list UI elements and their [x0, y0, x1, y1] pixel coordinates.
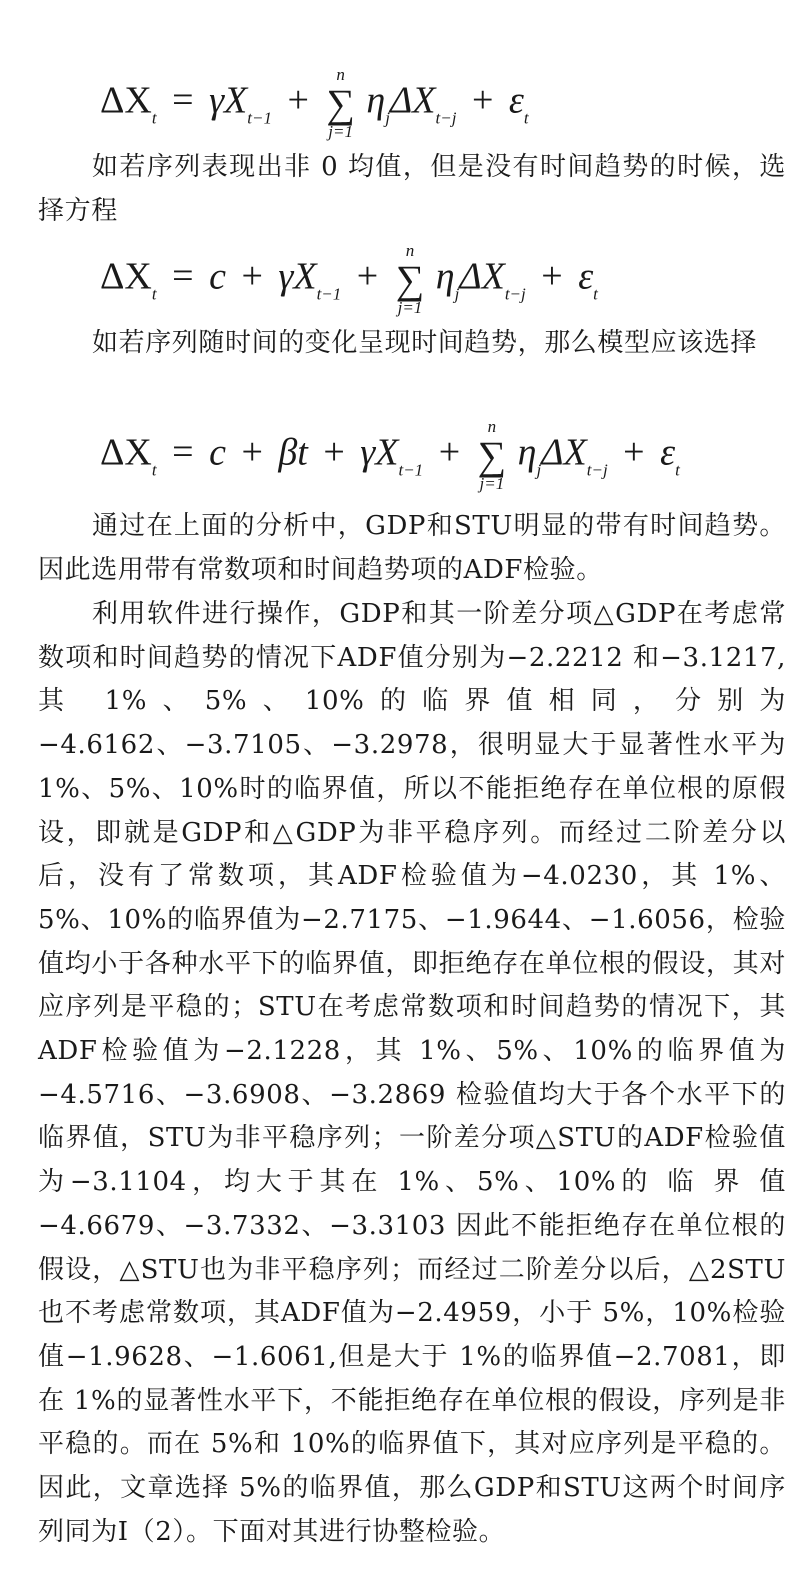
- eq1-lhs-sub: t: [151, 108, 157, 128]
- eq1-term3: ΔX: [390, 79, 436, 122]
- eq1-lhs: ΔX: [100, 79, 152, 122]
- eq2-plus2: +: [541, 255, 563, 298]
- equation-3: [100, 418, 680, 493]
- eq2-term1-sub: t−1: [316, 284, 342, 304]
- eq3-epsilon: ε: [660, 431, 676, 474]
- eq1-epsilon-sub: t: [523, 108, 529, 128]
- eq2-const: c: [209, 255, 226, 298]
- eq2-epsilon-sub: t: [593, 284, 598, 304]
- eq3-term1: γX: [360, 431, 399, 474]
- eq3-sigma: ∑: [477, 432, 507, 478]
- eq3-lhs-sub: t: [151, 460, 157, 480]
- eq1-term1-sub: t−1: [247, 108, 272, 128]
- paragraph-1: 如若序列表现出非 0 均值，但是没有时间趋势的时候，选择方程: [38, 152, 786, 226]
- eq2-plus1: +: [356, 255, 379, 298]
- eq2-term1: γX: [278, 255, 317, 298]
- eq2-eta-sub: j: [454, 284, 460, 304]
- paragraph-4: 利用软件进行操作，GDP和其一阶差分项△GDP在考虑常数项和时间趋势的情况下ADF值分别为−2.2212 和−3.1217,其 1%、5%、10%的临界值相同，分别为−4.6162、−3.7105、−3.2978，很明显大于显著性水平为 1%、5%、10%时的临界值，所以不能拒绝存在单位根的原假设，即就是GDP和△GDP为非平稳序列。而经过二阶差分以后，没有了常数项，其ADF检验值为−4.0230，其 1%、5%、10%的临界值为−2.7175、−1.9644、−1.6056，检验值均小于各种水平下的临界值，即拒绝存在单位根的假设，其对应序列是平稳的；STU在考虑常数项和时间趋势的情况下，其ADF检验值为−2.1228，其 1%、5%、10%的临界值为−4.5716、−3.6908、−3.2869 检验值均大于各个水平下的临界值，STU为非平稳序列；一阶差分项△STU的ADF检验值为−3.1104，均大于其在 1%、5%、10%的 临 界 值−4.6679、−3.7332、−3.3103 因此不能拒绝存在单位根的假设，△STU也为非平稳序列；而经过二阶差分以后，△2STU也不考虑常数项，其ADF值为−2.4959，小于 5%，10%检验值−1.9628、−1.6061,但是大于 1%的临界值−2.7081，即在 1%的显著性水平下，不能拒绝存在单位根的假设，序列是非平稳的。而在 5%和 10%的临界值下，其对应序列是平稳的。因此，文章选择 5%的临界值，那么GDP和STU这两个时间序列同为I（2）。下面对其进行协整检验。: [38, 599, 786, 1547]
- eq1-epsilon: ε: [508, 79, 524, 122]
- eq3-trend: βt: [278, 431, 308, 474]
- eq2-lhs: ΔX: [100, 255, 152, 298]
- eq3-eta-sub: j: [536, 460, 542, 480]
- eq2-sum-lower: j=1: [397, 297, 423, 317]
- eq1-plus1: +: [287, 79, 309, 122]
- eq2-lhs-sub: t: [151, 284, 157, 304]
- eq3-plus1: +: [438, 431, 461, 474]
- eq3-equals: =: [172, 431, 194, 474]
- eq2-sigma: ∑: [395, 256, 425, 302]
- eq3-summation: [478, 418, 507, 493]
- paragraph-3: 通过在上面的分析中，GDP和STU明显的带有时间趋势。因此选用带有常数项和时间趋势项的ADF检验。: [38, 511, 786, 585]
- eq3-plus-trend: +: [323, 431, 345, 474]
- eq1-summation: [326, 66, 355, 141]
- eq3-term3: ΔX: [541, 431, 587, 474]
- eq2-equals: =: [172, 255, 194, 298]
- eq2-epsilon: ε: [578, 255, 594, 298]
- eq1-plus2: +: [471, 79, 494, 122]
- eq2-term3-sub: t−j: [504, 284, 526, 304]
- eq2-eta: η: [435, 255, 455, 298]
- eq1-term3-sub: t−j: [435, 108, 457, 128]
- eq2-sum-upper: n: [405, 241, 415, 260]
- eq1-eta-sub: j: [385, 108, 390, 128]
- eq3-term1-sub: t−1: [398, 460, 424, 480]
- eq1-sum-upper: n: [336, 65, 345, 84]
- eq1-sum-lower: j=1: [328, 121, 353, 141]
- eq1-eta: η: [366, 79, 386, 122]
- eq3-eta: η: [517, 431, 537, 474]
- eq3-lhs: ΔX: [100, 431, 152, 474]
- eq3-sum-lower: j=1: [479, 473, 505, 493]
- eq2-plus0: +: [241, 255, 263, 298]
- eq3-const: c: [209, 431, 226, 474]
- eq1-equals: =: [172, 79, 194, 122]
- eq2-term3: ΔX: [459, 255, 505, 298]
- eq2-summation: [396, 242, 425, 317]
- eq3-plus2: +: [623, 431, 645, 474]
- eq3-epsilon-sub: t: [675, 460, 680, 480]
- eq1-sigma: ∑: [326, 80, 355, 126]
- equation-1: [100, 66, 529, 141]
- equation-2: [100, 242, 598, 317]
- eq3-sum-upper: n: [487, 417, 497, 436]
- eq3-plus0: +: [241, 431, 263, 474]
- eq3-term3-sub: t−j: [586, 460, 608, 480]
- eq1-term1: γX: [209, 79, 248, 122]
- paragraph-2: 如若序列随时间的变化呈现时间趋势，那么模型应该选择: [92, 328, 758, 358]
